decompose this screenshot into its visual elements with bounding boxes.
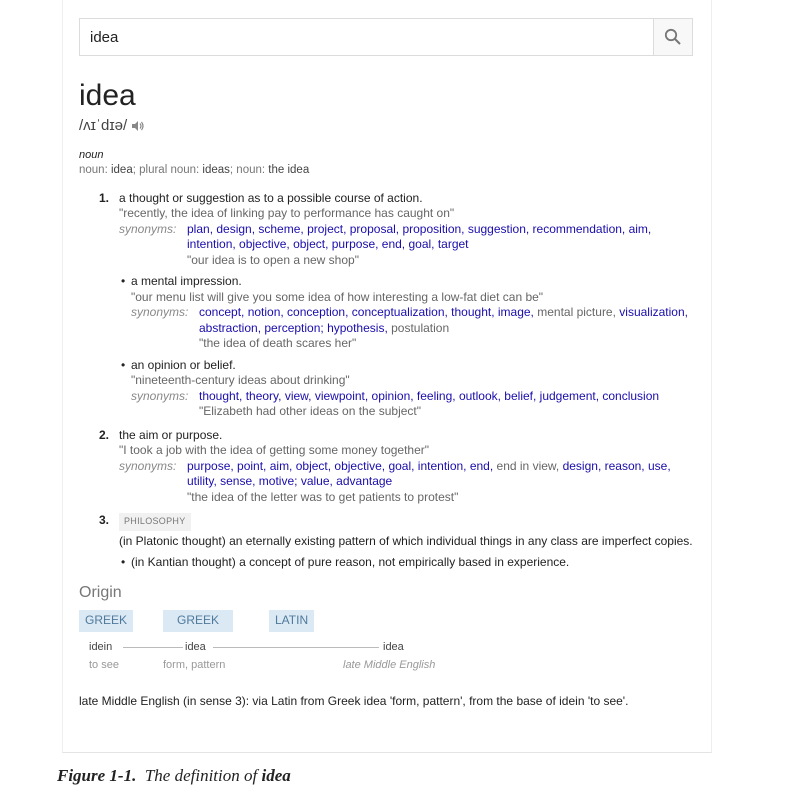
figure-number: Figure 1-1.: [57, 766, 137, 785]
sense-number: 2.: [99, 427, 110, 442]
sense-3: [79, 513, 699, 571]
speaker-icon[interactable]: [131, 120, 145, 132]
form-definite: the idea: [268, 164, 310, 176]
pronunciation: [79, 118, 699, 134]
sense-number: 1.: [99, 190, 110, 205]
synonym-example: "the idea of death scares her": [199, 336, 357, 350]
search-button[interactable]: [653, 19, 692, 55]
word-forms: [79, 163, 699, 179]
sense-example: "I took a job with the idea of getting some money together": [119, 443, 430, 457]
origin-diagram: [79, 610, 699, 676]
phonetic-text: /ʌɪˈdɪə/: [79, 117, 128, 134]
synonyms-row: [131, 389, 699, 405]
subsense-definition: an opinion or belief.: [131, 357, 236, 372]
subsense: [119, 358, 699, 420]
lang-tag-greek: GREEK: [79, 610, 133, 632]
definition-content: [79, 76, 699, 710]
synonyms-list[interactable]: [187, 459, 699, 490]
synonyms-row: [119, 222, 699, 253]
synonyms-label: synonyms:: [119, 458, 177, 473]
search-input[interactable]: [80, 19, 653, 55]
synonyms-linked[interactable]: purpose, point, aim, object, objective, goal, intention, end,: [187, 458, 494, 473]
synonym-example: "our idea is to open a new shop": [187, 252, 359, 267]
form-plural: ideas: [202, 164, 230, 176]
synonyms-row: [119, 459, 699, 490]
caption-word: idea: [261, 766, 291, 785]
synonyms-list[interactable]: thought, theory, view, viewpoint, opinion, feeling, outlook, belief, judgement, conclusion: [199, 388, 660, 403]
origin-title: Origin: [79, 583, 122, 601]
forms-label: noun:: [79, 164, 111, 176]
sense-definition: the aim or purpose.: [119, 427, 223, 442]
synonym-example: "Elizabeth had other ideas on the subject": [199, 404, 421, 418]
sense-1: [79, 191, 699, 420]
synonyms-linked[interactable]: design, reason, use, utility, sense, motive; value, advantage: [187, 458, 671, 488]
origin-gloss: to see: [89, 659, 119, 671]
origin-word: idea: [383, 641, 404, 653]
sense-definition: (in Platonic thought) an eternally existing pattern of which individual things in any class are imperfect copies.: [119, 533, 693, 548]
lang-tag-latin: LATIN: [269, 610, 314, 632]
subsense: [119, 555, 699, 571]
synonyms-plain: postulation: [387, 320, 450, 335]
synonyms-list[interactable]: plan, design, scheme, project, proposal, proposition, suggestion, recommendation, aim, intention, objective, object, purpose, end, goal, target: [187, 221, 652, 251]
synonyms-list[interactable]: [199, 305, 699, 336]
synonyms-plain: end in view,: [493, 458, 560, 473]
search-icon: [664, 28, 682, 46]
synonym-example: "the idea of the letter was to get patients to protest": [187, 489, 459, 504]
sense-number: 3.: [99, 513, 110, 527]
synonyms-plain: mental picture,: [533, 305, 616, 319]
synonyms-label: synonyms:: [131, 388, 189, 403]
origin-gloss: form, pattern: [163, 659, 226, 671]
figure-caption: [57, 766, 291, 786]
caption-text: The definition of: [144, 766, 262, 785]
dictionary-card: [62, 0, 712, 753]
synonyms-row: [131, 305, 699, 336]
subsense-definition: (in Kantian thought) a concept of pure reason, not empirically based in experience.: [131, 555, 570, 569]
part-of-speech: noun: [79, 148, 104, 161]
synonyms-linked[interactable]: concept, notion, conception, conceptualization, thought, image,: [199, 305, 534, 319]
synonyms-label: synonyms:: [119, 221, 177, 236]
bullet: •: [121, 274, 126, 288]
subsense: [119, 274, 699, 352]
subsense-example: "our menu list will give you some idea of how interesting a low-fat diet can be": [131, 289, 544, 304]
form-singular: idea: [110, 164, 133, 176]
etymology-text: late Middle English (in sense 3): via Latin from Greek idea 'form, pattern', from the base of idein 'to see'.: [79, 694, 629, 708]
search-bar: [79, 18, 693, 56]
senses-list: [79, 191, 699, 571]
sense-definition: a thought or suggestion as to a possible course of action.: [119, 190, 423, 205]
synonyms-label: synonyms:: [131, 305, 189, 319]
subsense-example: "nineteenth-century ideas about drinking": [131, 373, 350, 387]
headword: idea: [79, 79, 136, 112]
sense-2: [79, 428, 699, 506]
bullet: •: [121, 357, 126, 372]
lang-tag-greek: GREEK: [163, 610, 233, 632]
origin-arrow: [213, 647, 379, 648]
domain-tag: PHILOSOPHY: [119, 513, 191, 531]
origin-gloss: late Middle English: [343, 659, 436, 671]
sense-example: "recently, the idea of linking pay to performance has caught on": [119, 206, 455, 220]
forms-label: ; noun:: [229, 164, 269, 176]
subsense-definition: a mental impression.: [131, 274, 242, 288]
bullet: •: [121, 555, 126, 569]
origin-word: idein: [89, 641, 113, 653]
forms-label: ; plural noun:: [132, 164, 203, 176]
origin-arrow: [123, 647, 183, 648]
origin-word: idea: [185, 641, 206, 653]
synonyms-linked[interactable]: visualization, abstraction, perception; hypothesis,: [199, 305, 688, 335]
